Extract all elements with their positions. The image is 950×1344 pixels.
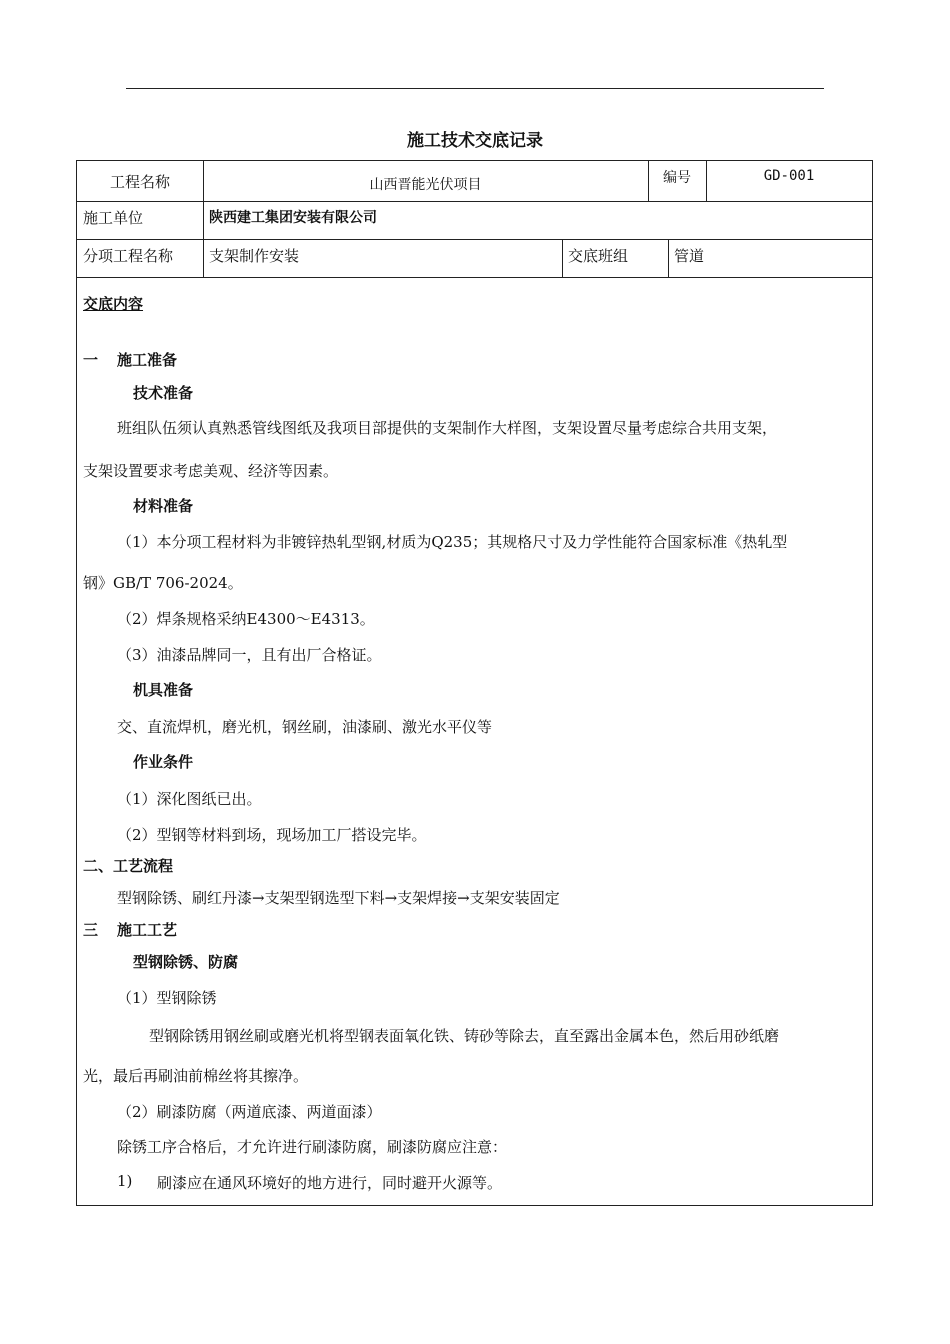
list-number: 1) [117, 1172, 133, 1190]
subsection-title: 材料准备 [133, 497, 194, 515]
subsection-title: 机具准备 [133, 681, 194, 699]
number-value: GD-001 [763, 168, 815, 184]
section-number: 三 [83, 921, 99, 939]
row-divider [77, 201, 872, 202]
header-rule [126, 88, 824, 89]
col-divider [668, 239, 669, 277]
paragraph: 交、直流焊机，磨光机，钢丝刷，油漆刷、激光水平仪等 [117, 718, 493, 736]
team-label: 交底班组 [568, 247, 629, 265]
project-name-value: 山西晋能光伏项目 [369, 177, 482, 193]
list-item: （1）深化图纸已出。 [117, 790, 262, 808]
section-title: 二、工艺流程 [83, 857, 174, 875]
subsection-title: 型钢除锈、防腐 [133, 953, 239, 971]
content-heading: 交底内容 [83, 295, 144, 313]
paragraph: 型钢除锈用钢丝刷或磨光机将型钢表面氧化铁、铸砂等除去，直至露出金属本色，然后用砂纸磨 [149, 1027, 780, 1045]
paragraph: 支架设置要求考虑美观、经济等因素。 [83, 462, 339, 480]
team-value: 管道 [674, 247, 705, 265]
section-title: 施工准备 [117, 351, 178, 369]
list-item: （1）型钢除锈 [117, 989, 217, 1007]
paragraph: 型钢除锈、刷红丹漆→支架型钢选型下料→支架焊接→支架安装固定 [117, 889, 560, 907]
number-label: 编号 [663, 170, 691, 186]
document-title: 施工技术交底记录 [407, 131, 543, 151]
paragraph: 班组队伍须认真熟悉管线图纸及我项目部提供的支架制作大样图，支架设置尽量考虑综合共用支架， [117, 419, 778, 437]
subsection-title: 技术准备 [133, 384, 194, 402]
list-item: 刷漆应在通风环境好的地方进行，同时避开火源等。 [157, 1174, 503, 1192]
list-item: （3）油漆品牌同一，且有出厂合格证。 [117, 646, 382, 664]
record-sheet [76, 160, 873, 1206]
section-number: 一 [83, 351, 99, 369]
sub-project-label: 分项工程名称 [83, 247, 174, 265]
list-item: （2）型钢等材料到场，现场加工厂搭设完毕。 [117, 826, 427, 844]
paragraph: 光，最后再刷油前棉丝将其擦净。 [83, 1067, 309, 1085]
paragraph: 除锈工序合格后，才允许进行刷漆防腐，刷漆防腐应注意： [117, 1138, 508, 1156]
unit-value: 陕西建工集团安装有限公司 [209, 210, 377, 226]
list-item: （1）本分项工程材料为非镀锌热轧型钢,材质为Q235；其规格尺寸及力学性能符合国家标准《热轧型 [117, 533, 788, 551]
list-item: （2）焊条规格采纳E4300～E4313。 [117, 610, 375, 628]
row-divider [77, 277, 872, 278]
sub-project-value: 支架制作安装 [209, 247, 300, 265]
section-title: 施工工艺 [117, 921, 178, 939]
row-divider [77, 239, 872, 240]
list-item: 钢》GB/T 706-2024。 [83, 574, 243, 592]
subsection-title: 作业条件 [133, 753, 194, 771]
unit-label: 施工单位 [83, 209, 144, 227]
col-divider [562, 239, 563, 277]
project-name-label: 工程名称 [109, 173, 170, 191]
list-item: （2）刷漆防腐（两道底漆、两道面漆） [117, 1103, 382, 1121]
